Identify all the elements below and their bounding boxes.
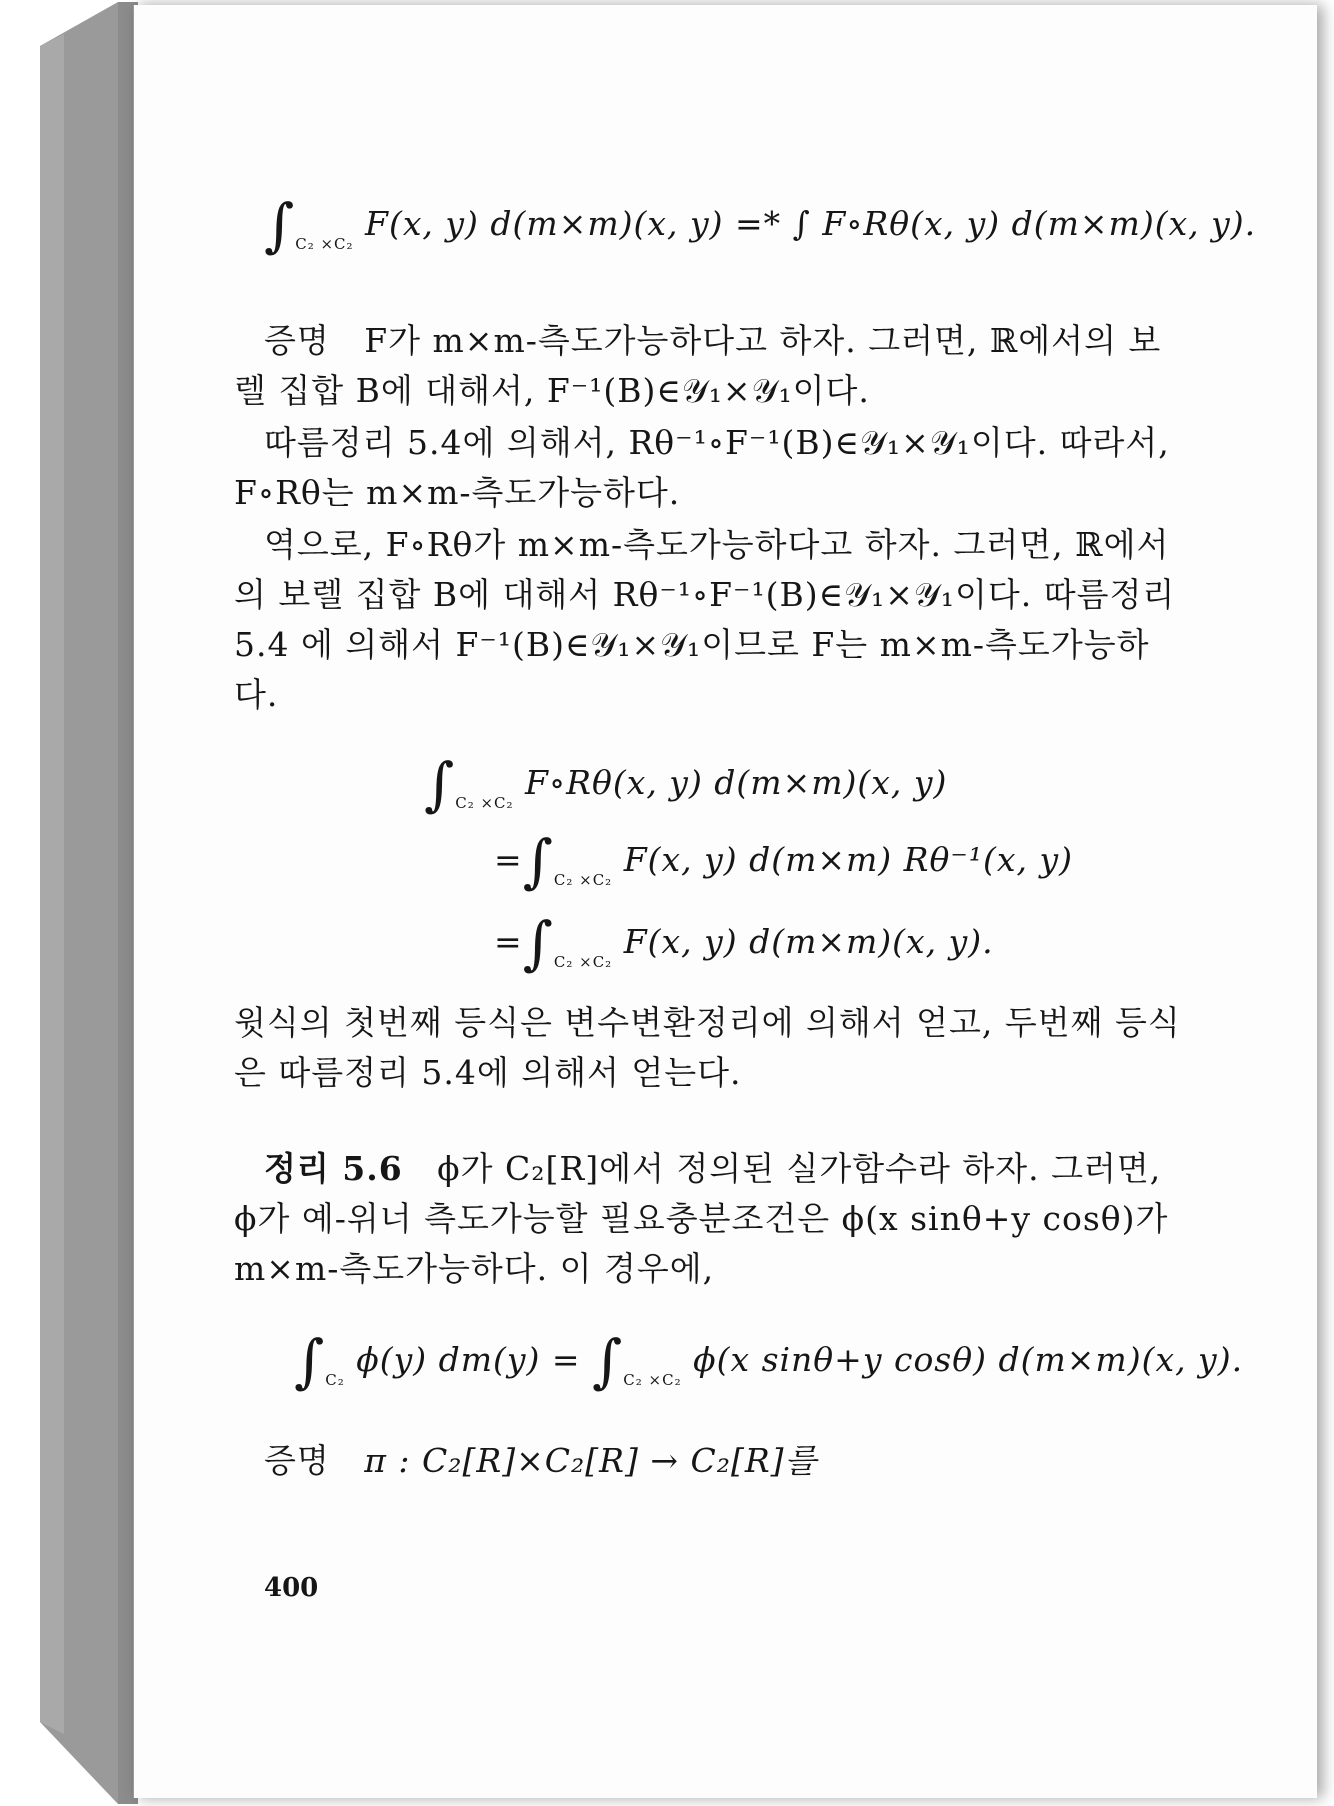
display-row-2-text: F(x, y) d(m×m) Rθ⁻¹(x, y)	[623, 840, 1074, 879]
proof-heading: 증명	[264, 321, 330, 360]
integral-subscript: C₂ ×C₂	[553, 953, 613, 971]
integral-subscript: C₂ ×C₂	[623, 1371, 682, 1389]
integral-subscript: C₂ ×C₂	[455, 794, 514, 812]
theorem-text-3: m×m-측도가능하다. 이 경우에,	[234, 1249, 715, 1288]
theorem-line2	[234, 1193, 1168, 1240]
proof1-text-8: 다.	[234, 675, 279, 714]
display-row-1-text: F∘Rθ(x, y) d(m×m)(x, y)	[525, 763, 948, 802]
proof1-line4	[234, 467, 680, 514]
integral-subscript: C₂	[325, 1371, 345, 1389]
integral-sign: ∫	[424, 750, 456, 818]
theorem-equation-left: ϕ(y) dm(y) =	[356, 1340, 581, 1379]
proof1-line3	[264, 417, 1170, 464]
theorem-equation	[294, 1317, 1244, 1395]
display-row-1	[424, 740, 948, 818]
integral-sign: ∫	[294, 1327, 326, 1395]
book-side-edge	[0, 0, 140, 1806]
integral-sign: ∫	[522, 827, 554, 895]
integral-subscript: C₂ ×C₂	[295, 235, 354, 253]
proof1-text-4: F∘Rθ는 m×m-측도가능하다.	[234, 473, 681, 512]
proof1-line1	[264, 315, 1161, 362]
proof1-line6	[234, 569, 1175, 616]
proof1-line7	[234, 619, 1149, 666]
page-number: 400	[264, 1573, 319, 1603]
display-row-3-text: F(x, y) d(m×m)(x, y).	[623, 922, 994, 961]
proof1-text-6: 의 보렐 집합 B에 대해서 Rθ⁻¹∘F⁻¹(B)∈𝒴₁×𝒴₁이다. 따름정리	[234, 575, 1176, 614]
after-text-1: 윗식의 첫번째 등식은 변수변환정리에 의해서 얻고, 두번째 등식	[234, 1003, 1181, 1042]
proof1-line5	[264, 519, 1169, 566]
integral-subscript: C₂ ×C₂	[553, 871, 613, 889]
integral-sign: ∫	[522, 909, 554, 977]
proof1-line2	[234, 365, 870, 412]
after-text-2: 은 따름정리 5.4에 의해서 얻는다.	[234, 1053, 742, 1092]
display-row-3: $=\int_{C_2 \times C_2}$ F(x, y) d(m×m)(x, y).	[494, 909, 994, 977]
theorem-line3	[234, 1243, 714, 1290]
proof2-line1	[264, 1435, 817, 1482]
integral-sign: ∫	[592, 1327, 624, 1395]
proof1-text-2: 렐 집합 B에 대해서, F⁻¹(B)∈𝒴₁×𝒴₁이다.	[234, 371, 870, 410]
book-page	[133, 5, 1317, 1798]
proof1-text-3: 따름정리 5.4에 의해서, Rθ⁻¹∘F⁻¹(B)∈𝒴₁×𝒴₁이다. 따라서,	[264, 423, 1170, 462]
equation-top-text: F(x, y) d(m×m)(x, y) =* ∫ F∘Rθ(x, y) d(m×m)(x, y).	[365, 204, 1257, 243]
theorem-text-2: ϕ가 예-위너 측도가능할 필요충분조건은 ϕ(x sinθ+y cosθ)가	[234, 1199, 1169, 1238]
proof-heading: 증명	[264, 1441, 330, 1480]
proof2-text-1: π : C₂[R]×C₂[R] → C₂[R]를	[364, 1441, 818, 1480]
proof1-line8	[234, 669, 278, 716]
theorem-line1	[264, 1143, 1161, 1190]
after-line2	[234, 1047, 741, 1094]
proof1-text-5: 역으로, F∘Rθ가 m×m-측도가능하다고 하자. 그러면, ℝ에서	[264, 525, 1170, 564]
proof1-text-7: 5.4 에 의해서 F⁻¹(B)∈𝒴₁×𝒴₁이므로 F는 m×m-측도가능하	[234, 625, 1150, 664]
theorem-text-1: ϕ가 C₂[R]에서 정의된 실가함수라 하자. 그러면,	[437, 1149, 1162, 1188]
equation-top	[264, 181, 1257, 259]
after-line1	[234, 997, 1181, 1044]
theorem-equation-right: ϕ(x sinθ+y cosθ) d(m×m)(x, y).	[693, 1340, 1244, 1379]
display-row-2: $=\int_{C_2 \times C_2}$ F(x, y) d(m×m) Rθ⁻¹(x, y)	[494, 827, 1074, 895]
proof1-text-1: F가 m×m-측도가능하다고 하자. 그러면, ℝ에서의 보	[364, 321, 1162, 360]
theorem-heading: 정리 5.6	[264, 1149, 403, 1188]
integral-sign: ∫	[264, 191, 296, 259]
